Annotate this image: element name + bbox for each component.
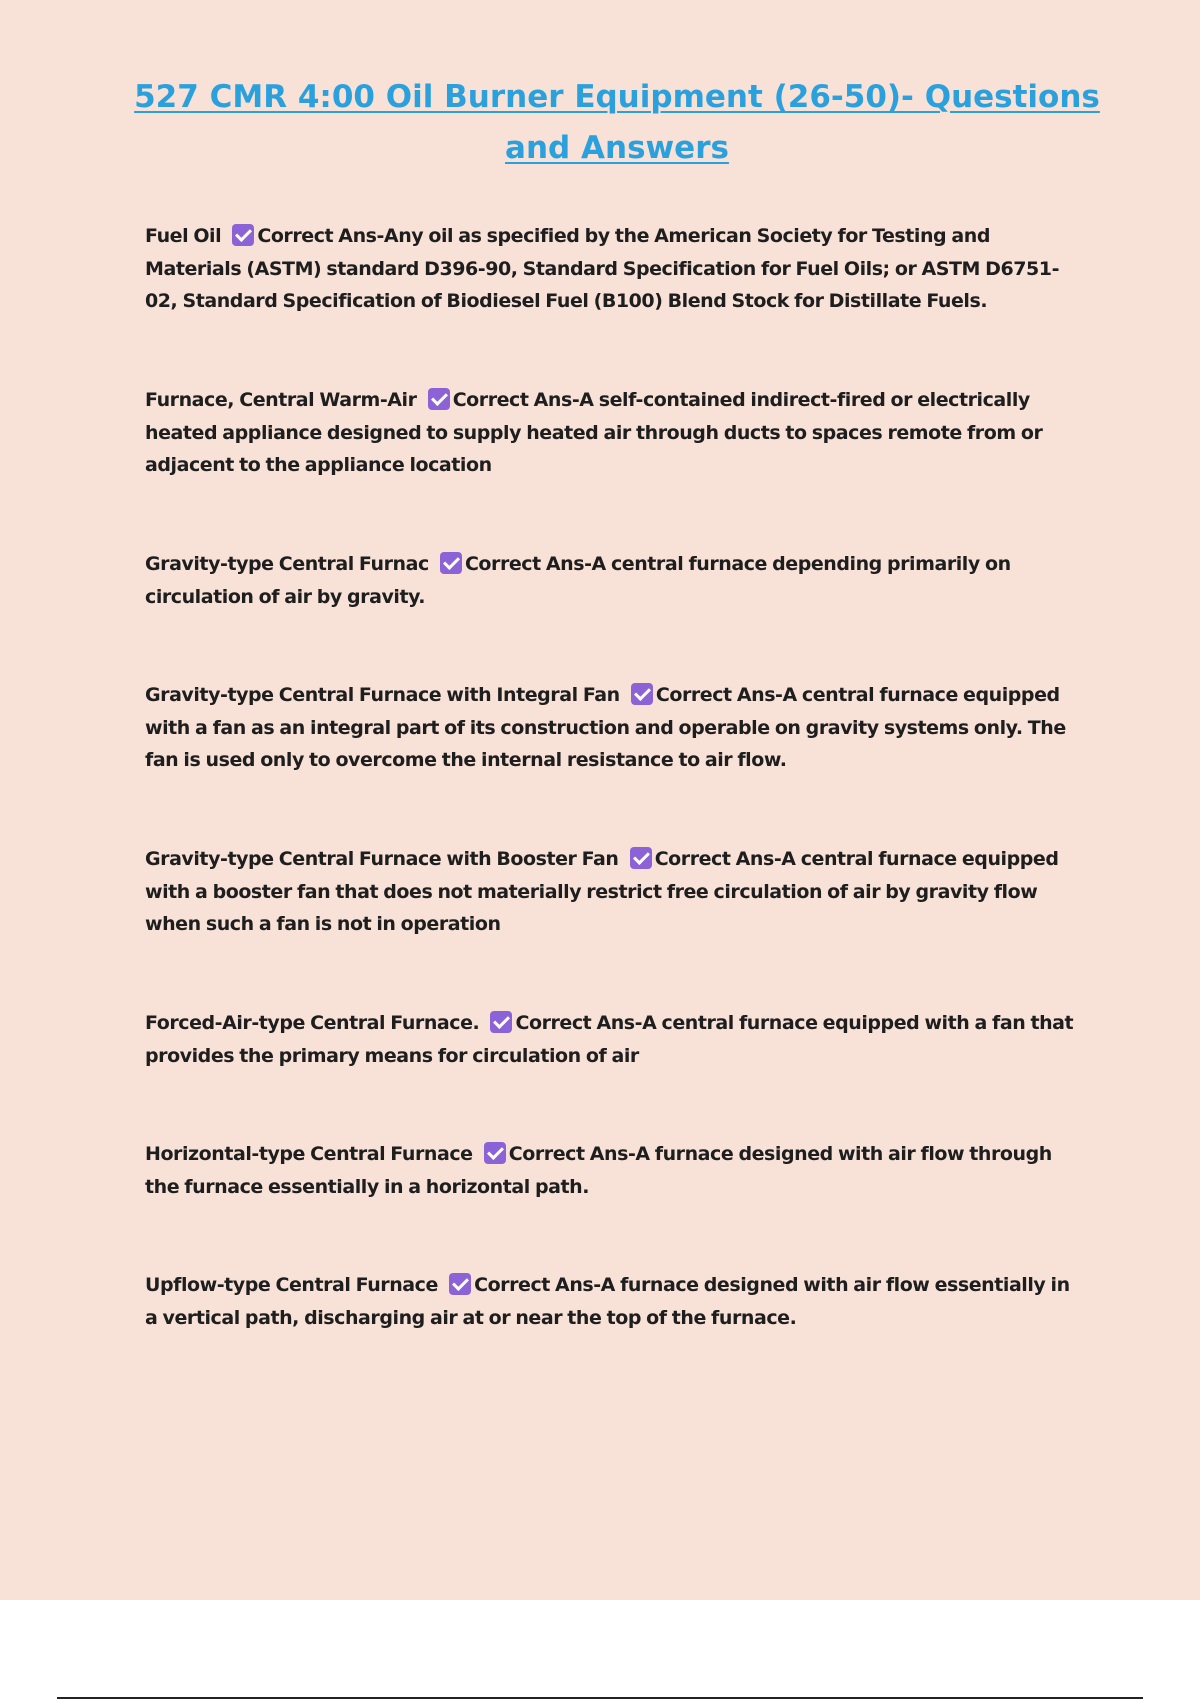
answer-text: Correct Ans-A self-contained indirect-fired or electrically heated appliance designed to supply heated air through ducts to spaces remote from or adjacent to the appliance location <box>145 389 1043 476</box>
check-box-icon <box>449 1273 471 1295</box>
check-box-icon <box>428 388 450 410</box>
answer-text: Correct Ans-A central furnace equipped with a fan that provides the primary means for circulation of air <box>145 1012 1074 1067</box>
qa-item-gravity-type-integral-fan <box>145 679 1085 777</box>
check-box-icon <box>631 683 653 705</box>
check-box-icon <box>484 1142 506 1164</box>
document-title: 527 CMR 4:00 Oil Burner Equipment (26-50)- Questions and Answers <box>134 79 1100 166</box>
footer-divider <box>57 1697 1143 1699</box>
question-term: Horizontal-type Central Furnace <box>145 1143 473 1165</box>
answer-text: Correct Ans-A central furnace equipped with a booster fan that does not materially restrict free circulation of air by gravity flow when such a fan is not in operation <box>145 848 1059 935</box>
qa-item-gravity-type-central-furnac <box>145 548 1085 613</box>
answer-text: Correct Ans-Any oil as specified by the American Society for Testing and Materials (ASTM) standard D396-90, Standard Specification for Fuel Oils; or ASTM D6751-02, Standard Specification of Biodiesel Fuel (B100) Blend Stock for Distillate Fuels. <box>145 225 1060 312</box>
question-term: Gravity-type Central Furnace with Integral Fan <box>145 684 620 706</box>
qa-item-gravity-type-booster-fan <box>145 843 1085 941</box>
check-box-icon <box>630 847 652 869</box>
qa-item-upflow-type-central-furnace <box>145 1269 1085 1334</box>
question-term: Forced-Air-type Central Furnace. <box>145 1012 480 1034</box>
check-box-icon <box>490 1011 512 1033</box>
question-term: Upflow-type Central Furnace <box>145 1274 438 1296</box>
qa-item-fuel-oil <box>145 220 1085 318</box>
qa-item-forced-air-type-central-furnace <box>145 1007 1085 1072</box>
question-term: Gravity-type Central Furnace with Booster Fan <box>145 848 619 870</box>
qa-item-horizontal-type-central-furnace <box>145 1138 1085 1203</box>
answer-text: Correct Ans-A central furnace depending primarily on circulation of air by gravity. <box>145 553 1011 608</box>
answer-text: Correct Ans-A furnace designed with air flow essentially in a vertical path, discharging air at or near the top of the furnace. <box>145 1274 1070 1329</box>
check-box-icon <box>232 224 254 246</box>
question-term: Furnace, Central Warm-Air <box>145 389 417 411</box>
question-term: Gravity-type Central Furnac <box>145 553 429 575</box>
qa-item-furnace-central-warm-air <box>145 384 1085 482</box>
answer-text: Correct Ans-A furnace designed with air flow through the furnace essentially in a horizontal path. <box>145 1143 1052 1198</box>
answer-text: Correct Ans-A central furnace equipped with a fan as an integral part of its construction and operable on gravity systems only. The fan is used only to overcome the internal resistance to air flow. <box>145 684 1066 771</box>
question-term: Fuel Oil <box>145 225 222 247</box>
check-box-icon <box>440 552 462 574</box>
